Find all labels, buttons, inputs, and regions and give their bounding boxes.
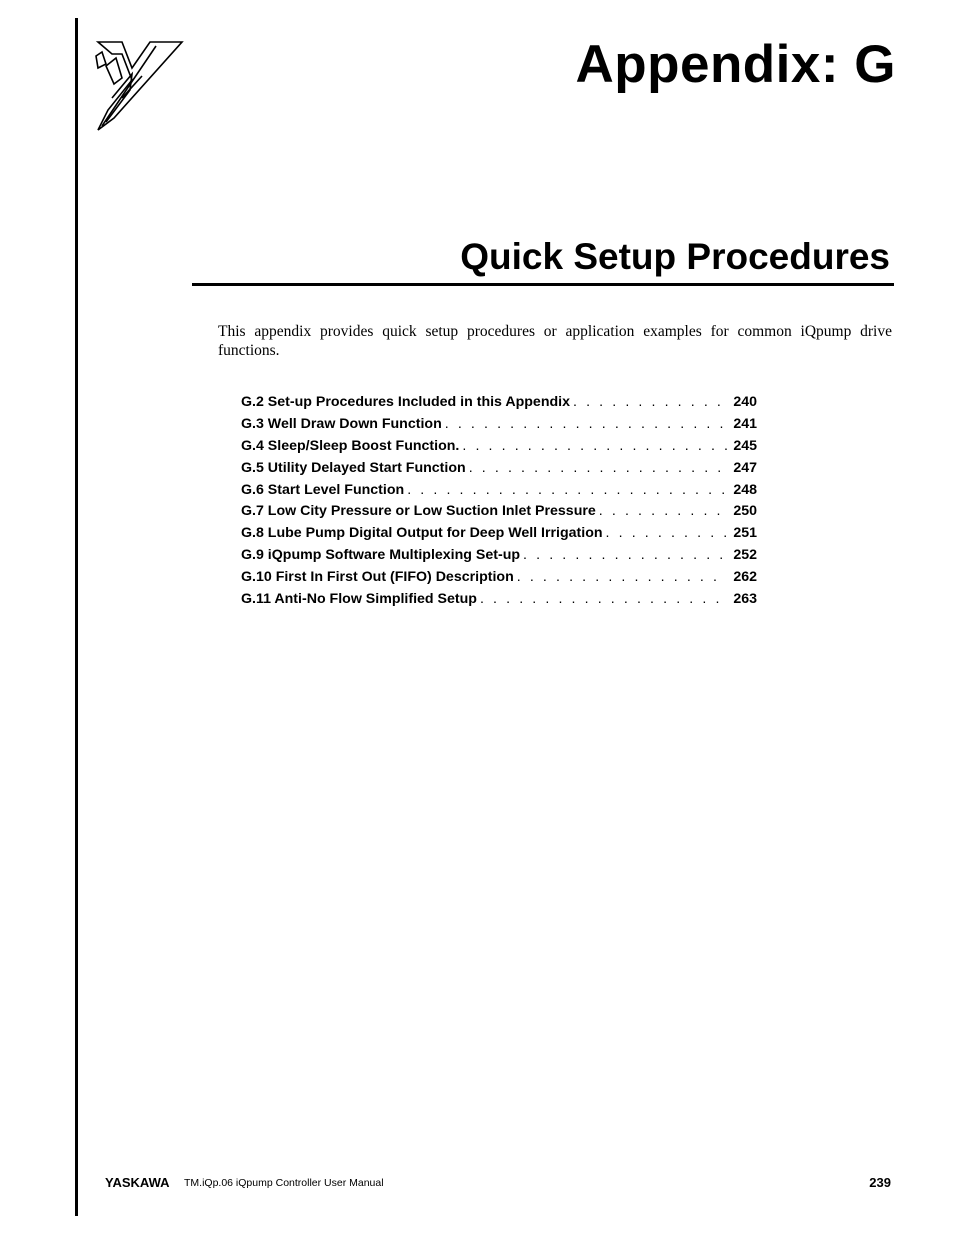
footer-brand: YASKAWA	[105, 1175, 170, 1190]
toc-entry-page: 252	[733, 547, 757, 564]
toc-entry-label: G.3 Well Draw Down Function	[241, 415, 442, 432]
toc-entry-label: G.2 Set-up Procedures Included in this Appendix	[241, 394, 570, 410]
toc-leader-dots	[445, 416, 727, 432]
toc-entry[interactable]	[241, 547, 757, 569]
toc-leader-dots	[599, 503, 727, 519]
toc-leader-dots	[606, 525, 727, 541]
toc-entry-label: G.4 Sleep/Sleep Boost Function.	[241, 437, 460, 454]
toc-entry[interactable]	[241, 503, 757, 525]
toc-leader-dots	[523, 547, 727, 563]
toc-entry[interactable]	[241, 394, 757, 416]
footer-page-number: 239	[869, 1175, 891, 1190]
toc-entry-label: G.9 iQpump Software Multiplexing Set-up	[241, 547, 521, 564]
toc-entry-label: G.11 Anti-No Flow Simplified Setup	[241, 591, 477, 608]
toc-entry[interactable]	[241, 438, 757, 460]
yaskawa-logo-icon	[92, 38, 186, 134]
table-of-contents	[241, 394, 757, 613]
footer-manual-title: TM.iQp.06 iQpump Controller User Manual	[184, 1177, 384, 1189]
toc-entry-page: 262	[733, 569, 757, 586]
toc-leader-dots	[480, 591, 727, 607]
toc-entry[interactable]	[241, 591, 757, 613]
toc-entry-label: G.7 Low City Pressure or Low Suction Inlet Pressure	[241, 503, 596, 520]
toc-entry[interactable]	[241, 460, 757, 482]
toc-entry-label: G.5 Utility Delayed Start Function	[241, 459, 466, 476]
title-underline	[192, 283, 894, 286]
toc-entry[interactable]	[241, 482, 757, 504]
toc-entry-label: G.10 First In First Out (FIFO) Description	[241, 569, 514, 586]
toc-entry-page: 241	[733, 415, 757, 432]
toc-leader-dots	[407, 482, 727, 498]
toc-entry-page: 250	[733, 503, 757, 520]
toc-entry-page: 247	[733, 459, 757, 476]
toc-leader-dots	[517, 569, 727, 585]
toc-entry-page: 251	[733, 525, 757, 542]
appendix-title: Appendix: G	[575, 35, 896, 94]
toc-entry[interactable]	[241, 416, 757, 438]
toc-entry-page: 245	[733, 437, 757, 454]
toc-entry-label: G.6 Start Level Function	[241, 481, 405, 498]
toc-entry[interactable]	[241, 569, 757, 591]
toc-entry-page: 240	[733, 394, 757, 410]
section-title: Quick Setup Procedures	[460, 236, 890, 277]
intro-paragraph: This appendix provides quick setup procedures or application examples for common iQpump drive functions.	[218, 323, 892, 359]
toc-leader-dots	[469, 460, 727, 476]
toc-entry[interactable]	[241, 525, 757, 547]
toc-entry-page: 248	[733, 481, 757, 498]
left-margin-rule	[75, 18, 78, 1216]
toc-entry-label: G.8 Lube Pump Digital Output for Deep Well Irrigation	[241, 525, 603, 542]
toc-leader-dots	[573, 394, 727, 410]
toc-leader-dots	[462, 438, 727, 454]
toc-entry-page: 263	[733, 591, 757, 608]
